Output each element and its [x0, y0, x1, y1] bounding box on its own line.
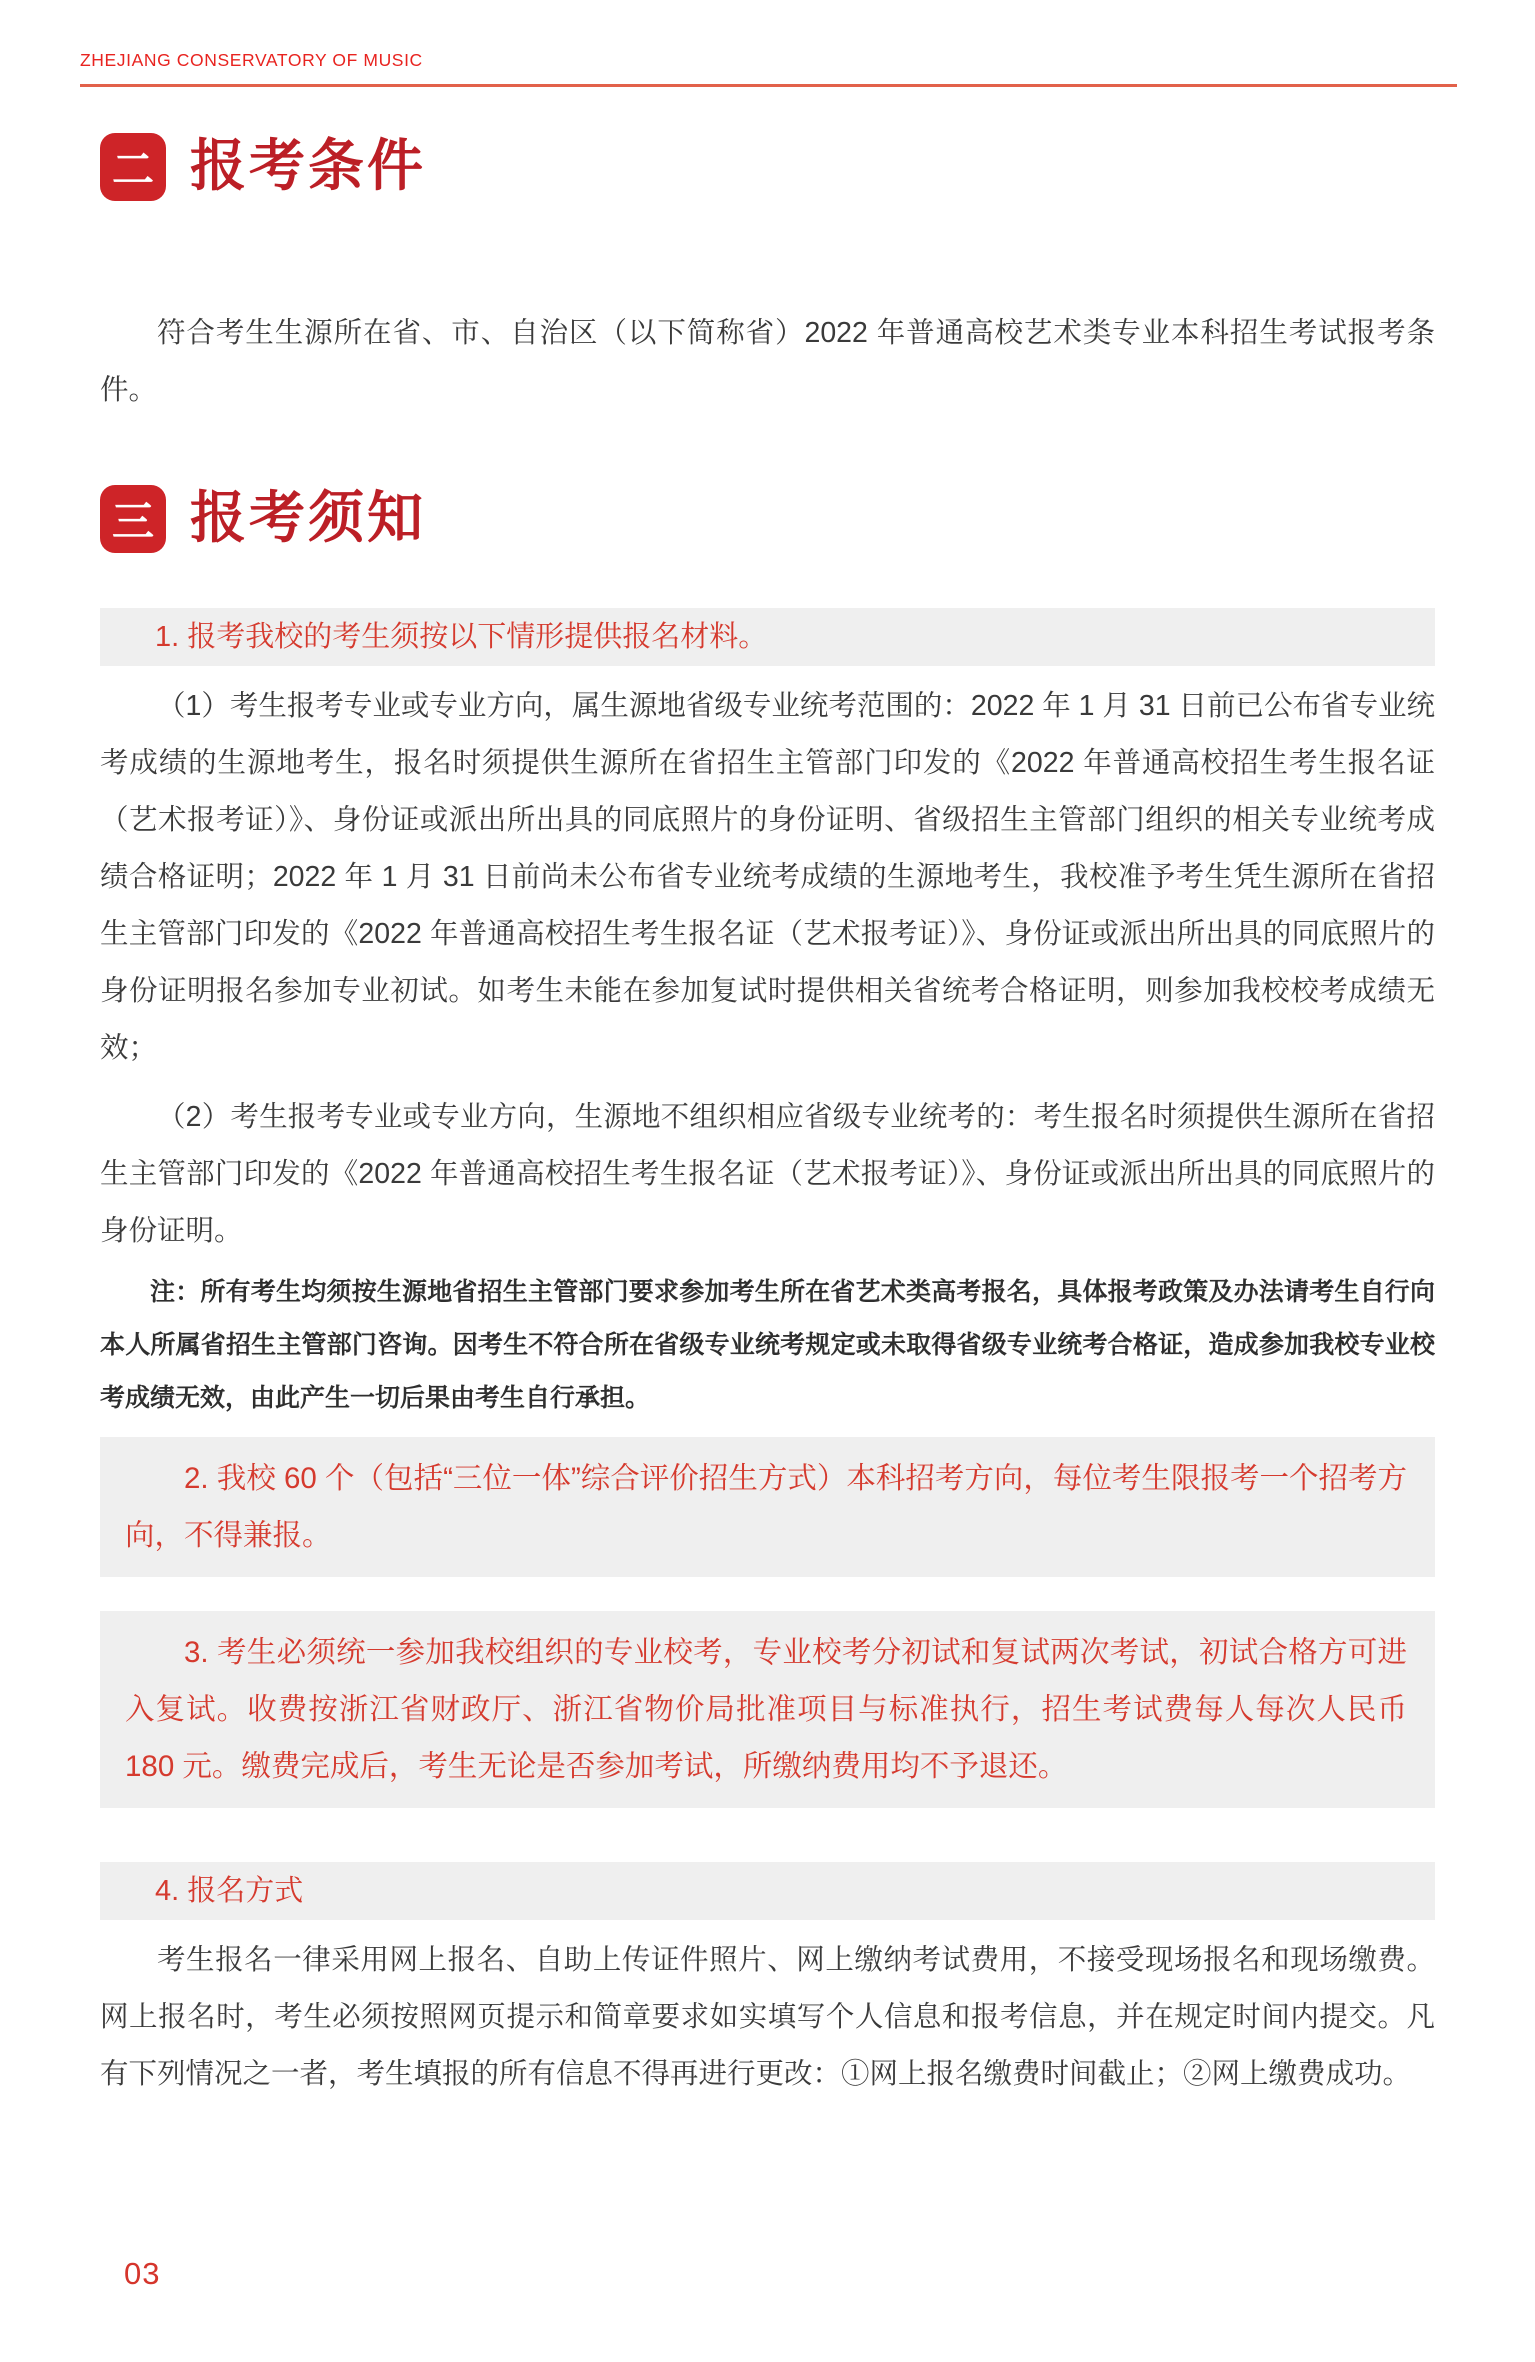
notice-item1-heading: 1. 报考我校的考生须按以下情形提供报名材料。: [100, 608, 1435, 666]
notice-item1-paragraph2: （2）考生报考专业或专业方向，生源地不组织相应省级专业统考的：考生报名时须提供生源所在省招生主管部门印发的《2022 年普通高校招生考生报名证（艺术报考证）》、身份证或派出所出具的同底照片的身份证明。: [100, 1101, 1435, 1247]
section-two-header: [100, 133, 1435, 201]
page-header: [80, 50, 1457, 87]
section-two-intro: 符合考生生源所在省、市、自治区（以下简称省）2022 年普通高校艺术类专业本科招生考试报考条件。: [100, 317, 1435, 406]
notice-item1-note: 注：所有考生均须按生源地省招生主管部门要求参加考生所在省艺术类高考报名，具体报考政策及办法请考生自行向本人所属省招生主管部门咨询。因考生不符合所在省级专业统考规定或未取得省级专业统考合格证，造成参加我校专业校考成绩无效，由此产生一切后果由考生自行承担。: [100, 1278, 1435, 1412]
section-three-badge: 三: [100, 485, 166, 553]
section-two-title: 报考条件: [190, 136, 426, 198]
page-number: 03: [124, 2256, 161, 2291]
section-three-title: 报考须知: [190, 488, 426, 550]
notice-item4-heading: 4. 报名方式: [100, 1862, 1435, 1920]
notice-item3-block: 3. 考生必须统一参加我校组织的专业校考，专业校考分初试和复试两次考试，初试合格方可进入复试。收费按浙江省财政厅、浙江省物价局批准项目与标准执行，招生考试费每人每次人民币 180 元。缴费完成后，考生无论是否参加考试，所缴纳费用均不予退还。: [100, 1611, 1435, 1808]
section-three-header: [100, 485, 1435, 553]
section-two-badge: 二: [100, 133, 166, 201]
document-content: [100, 133, 1435, 2103]
notice-item1-paragraph1: （1）考生报考专业或专业方向，属生源地省级专业统考范围的：2022 年 1 月 31 日前已公布省专业统考成绩的生源地考生，报名时须提供生源所在省招生主管部门印发的《2022 年普通高校招生考生报名证（艺术报考证）》、身份证或派出所出具的同底照片的身份证明、省级招生主管部门组织的相关专业统考成绩合格证明；2022 年 1 月 31 日前尚未公布省专业统考成绩的生源地考生，我校准予考生凭生源所在省招生主管部门印发的《2022 年普通高校招生考生报名证（艺术报考证）》、身份证或派出所出具的同底照片的身份证明报名参加专业初试。如考生未能在参加复试时提供相关省统考合格证明，则参加我校校考成绩无效；: [100, 690, 1435, 1064]
conservatory-name: ZHEJIANG CONSERVATORY OF MUSIC: [80, 50, 423, 70]
notice-item2-block: 2. 我校 60 个（包括“三位一体”综合评价招生方式）本科招考方向，每位考生限报考一个招考方向，不得兼报。: [100, 1437, 1435, 1577]
notice-item4-paragraph: 考生报名一律采用网上报名、自助上传证件照片、网上缴纳考试费用，不接受现场报名和现场缴费。网上报名时，考生必须按照网页提示和简章要求如实填写个人信息和报考信息，并在规定时间内提交。凡有下列情况之一者，考生填报的所有信息不得再进行更改：①网上报名缴费时间截止；②网上缴费成功。: [100, 1944, 1435, 2090]
header-divider: [80, 84, 1457, 87]
